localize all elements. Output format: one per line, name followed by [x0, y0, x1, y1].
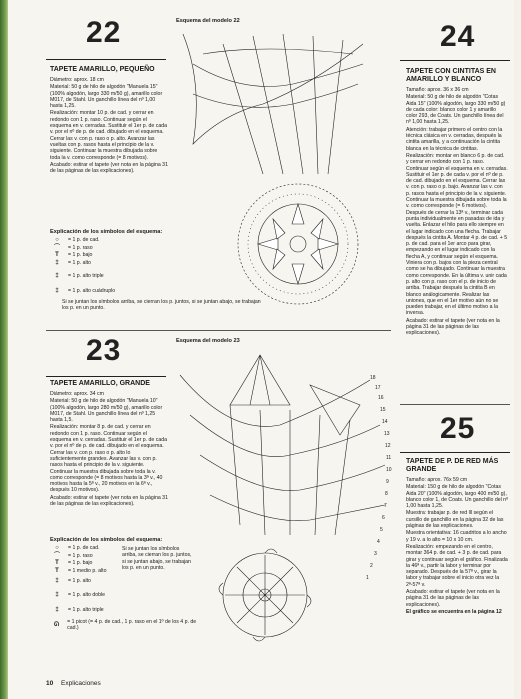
- svg-text:9: 9: [386, 479, 389, 485]
- model-23-size: Diámetro: aprox. 34 cm: [50, 391, 104, 397]
- footer-section: Explicaciones: [61, 680, 101, 687]
- footer: [46, 680, 101, 687]
- model-25-rule: [400, 452, 510, 453]
- svg-text:17: 17: [375, 385, 381, 391]
- model-24-note: Atención: trabajar primero el centro con la técnica clásica en v. cerradas, después la cintita amarilla, y a continuación la cintita blanca en la técnica de cintitas.: [406, 126, 503, 152]
- legend-item: T = 1 p. bajo: [55, 252, 93, 259]
- model-23-title: TAPETE AMARILLO, GRANDE: [50, 380, 150, 387]
- model-25-number: 25: [440, 412, 476, 445]
- svg-text:15: 15: [380, 407, 386, 413]
- svg-text:1: 1: [366, 575, 369, 581]
- legend-item: ‡ = 1 p. alto triple: [55, 606, 104, 613]
- model-23-text: [50, 380, 168, 508]
- svg-text:8: 8: [385, 491, 388, 497]
- model-25-finish: Acabado: estirar el tapete (ver nota en la página 31 de las páginas de las explicaciones).: [406, 589, 500, 608]
- scheme-22-title: Esquema del modelo 22: [176, 18, 240, 24]
- model-22-number: 22: [86, 16, 122, 49]
- section-divider: [400, 404, 510, 405]
- page: [8, 0, 514, 699]
- model-22-instructions: Realización: montar 10 p. de cad. y cerrar en redondo con 1 p. raso. Continuar según el esquema en v. cerradas. Sustituir el 1er p. de cada v. por el nº de p. de cad. dibujado en el esquema. Cerrar las v. con p. raso o p. alto. Avanzar las vueltas con p. rasos hasta el principio de la v. siguiente. Continuar la muestra dibujada sobre toda la v. como corresponde (= 8 motivos).: [50, 110, 167, 161]
- legend-item: ‡ = 1 p. alto: [55, 578, 91, 585]
- legend-item: ‡ = 1 p. alto cuádruplo: [55, 288, 116, 295]
- svg-text:11: 11: [386, 455, 392, 461]
- legend-item: ᘏ = 1 picot (= 4 p. de cad., 1 p. raso en el 1º de los 4 p. de cad.): [54, 618, 197, 632]
- model-22-legend: [50, 224, 261, 311]
- model-25-text: [406, 458, 508, 616]
- model-24-material: Material: 50 g de hilo de algodón "Cotas Aida 15" (100% algodón, largo 330 m/50 g) de cada color: blanco color 1 y amarillo color 293, de Coats. Un ganchillo línea del nº 1,00 hasta 1,25.: [406, 94, 506, 126]
- model-23-instructions: Realización: montar 8 p. de cad. y cerrar en redondo con 1 p. raso. Continuar según el esquema en v. cerradas. Sustituir el 1er p. de cada v. por el nº de p. de cad. dibujado en el esquema. Cerrar las v. con p. raso o p. alto lo suficientemente grandes. Avanzar las v. con p. rasos hasta el principio de la v. siguiente. Continuar la muestra dibujada sobre toda la v. como corresponde (= 8 motivos hasta la 3ª v., 40 motivos hasta la 5ª v., 20 motivos en la 6ª v., después 10 motivos).: [50, 424, 167, 494]
- model-25-title: TAPETE DE P. DE RED MÁS GRANDE: [406, 458, 499, 473]
- model-22-material: Material: 50 g de hilo de algodón "Manuela 15" (100% algodón, largo 330 m/50 g), amarillo color M017, de Stahl. Un ganchillo línea del nº 1,00 hasta 1,25.: [50, 84, 163, 110]
- model-22-title: TAPETE AMARILLO, PEQUEÑO: [50, 66, 155, 73]
- svg-text:13: 13: [384, 431, 390, 437]
- model-22-size: Diámetro: aprox. 18 cm: [50, 77, 104, 83]
- model-22-legend-note: Si se juntan los símbolos arriba, se cierran los p. juntos, si se juntan abajo, se trabajan los p. en un punto.: [62, 298, 261, 311]
- model-22-finish: Acabado: estirar el tapete (ver nota en la página 31 de las páginas de las explicaciones).: [50, 161, 168, 175]
- model-23-finish: Acabado: estirar el tapete (ver nota en la página 31 de las páginas de las explicaciones).: [50, 494, 168, 508]
- legend-item: T = 1 medio p. alto: [55, 567, 107, 574]
- svg-text:6: 6: [382, 515, 385, 521]
- legend-item: ○ = 1 p. de cad.: [55, 237, 100, 244]
- model-25-size: Tamaño: aprox. 76x 59 cm: [406, 477, 468, 483]
- model-25-chart-ref: El gráfico se encuentra en la página 12: [406, 608, 502, 615]
- page-number: 10: [46, 680, 54, 687]
- model-24-finish: Acabado: estirar el tapete (ver nota en la página 31 de las páginas de las explicaciones).: [406, 317, 500, 337]
- model-22-legend-title: Explicación de los símbolos del esquema:: [50, 229, 163, 235]
- svg-text:18: 18: [370, 375, 376, 381]
- svg-text:5: 5: [380, 527, 383, 533]
- model-25-gauge: Muestra orientativa: 16 cuadritos a lo ancho y 19 v. a lo alto = 10 x 10 cm.: [406, 530, 507, 543]
- legend-item: T = 1 p. bajo: [55, 560, 93, 567]
- model-25-material: Material: 150 g de hilo de algodón "Cotas Aida 20" (100% algodón, largo 400 m/50 g), blanco color 1, de Coats. Un ganchillo del nº 1,00 hasta 1,25.: [406, 484, 508, 510]
- model-25-stitch: Muestra: trabajar p. de red lll según el cursillo de ganchillo en la página 32 de las páginas de las explicaciones.: [406, 510, 504, 530]
- svg-text:10: 10: [386, 467, 392, 473]
- legend-item: ⌒ = 1 p. raso: [53, 244, 93, 251]
- model-25-instructions: Realización: empezando en el centro, montar 364 p. de cad. + 3 p. de cad. para girar y continuar según el gráfico. Finalizada la 46ª v., partir la labor y terminar por separado. Después de la 57ª v., girar la labor y trabajar sobre el inicio otra vez la 2ª-57ª v.: [406, 543, 508, 588]
- svg-text:3: 3: [374, 551, 377, 557]
- legend-item: ⌒ = 1 p. raso: [53, 552, 93, 559]
- svg-text:16: 16: [378, 395, 384, 401]
- section-divider: [46, 330, 391, 331]
- svg-text:4: 4: [377, 539, 380, 545]
- legend-item: ‡ = 1 p. alto doble: [55, 592, 106, 599]
- model-22-text: [50, 66, 168, 175]
- svg-text:14: 14: [382, 419, 388, 425]
- model-24-size: Tamaño: aprox. 36 x 36 cm: [406, 87, 469, 93]
- scheme-23-diagram: [170, 345, 400, 665]
- model-23-legend-note: Si se juntan los símbolos arriba, se cierran los p. juntos, si se juntan abajo, se trabajan los p. en un punto.: [122, 546, 192, 571]
- model-24-title: TAPETE CON CINTITAS EN AMARILLO Y BLANCO: [406, 68, 496, 83]
- legend-item: ‡ = 1 p. alto triple: [55, 273, 104, 280]
- model-24-text: [406, 68, 508, 338]
- model-23-legend-title: Explicación de los símbolos del esquema:: [50, 537, 163, 543]
- scheme-23-title: Esquema del modelo 23: [176, 338, 240, 344]
- svg-text:2: 2: [370, 563, 373, 569]
- model-24-rule: [400, 60, 510, 61]
- model-24-number: 24: [440, 20, 476, 53]
- model-23-rule: [46, 376, 166, 377]
- model-24-instructions: Realización: montar en blanco 6 p. de cad. y cerrar en redondo con 1 p. raso. Continuar según el esquema en v. cerradas. Sustituir el 1er p. de cada v. por el nº de p. de cad. dibujado en el esquema. Cerrar las v. con p. raso o p. bajo. Avanzar las v. con p. rasos hasta el principio de la v. siguiente. Continuar la muestra dibujada sobre toda la v. como corresponde (= 6 motivos). Después de cerrar la 13ª v., terminar cada punta individualmente en pasadas de ida y vuelta. Enlazar el hilo para ello siempre en el lugar indicado con una flecha. Trabajar después la cintita A. Montar 4 p. de cad. + 5 p. de cad. para el 1er arco para girar, empezando en el lugar indicado con la flecha A, y continuar según el esquema. Viniera con p. bajos con la pieza central como se ha dibujado. Continuar la muestra como corresponde. En la última v. unir cada p. alto con p. raso con el p. de inicio de arriba. Trabajar después la cintita B en blanco análogicamente. Realizar las uniones, que en el 1er motivo aún no se pueden trabajar, en el último motivo a la inversa.: [406, 152, 508, 317]
- legend-item: ○ = 1 p. de cad.: [55, 545, 100, 552]
- scheme-22-diagram: [163, 24, 393, 324]
- model-22-rule: [46, 59, 166, 60]
- model-23-material: Material: 50 g de hilo de algodón "Manuela 10" (100% algodón, largo 280 m/50 g), amarillo color M017, de Stahl. Un ganchillo línea del nº 1,25 hasta 1,5.: [50, 398, 163, 424]
- model-23-number: 23: [86, 334, 122, 367]
- legend-item: ‡ = 1 p. alto: [55, 259, 91, 266]
- svg-text:12: 12: [385, 443, 391, 449]
- svg-text:7: 7: [384, 503, 387, 509]
